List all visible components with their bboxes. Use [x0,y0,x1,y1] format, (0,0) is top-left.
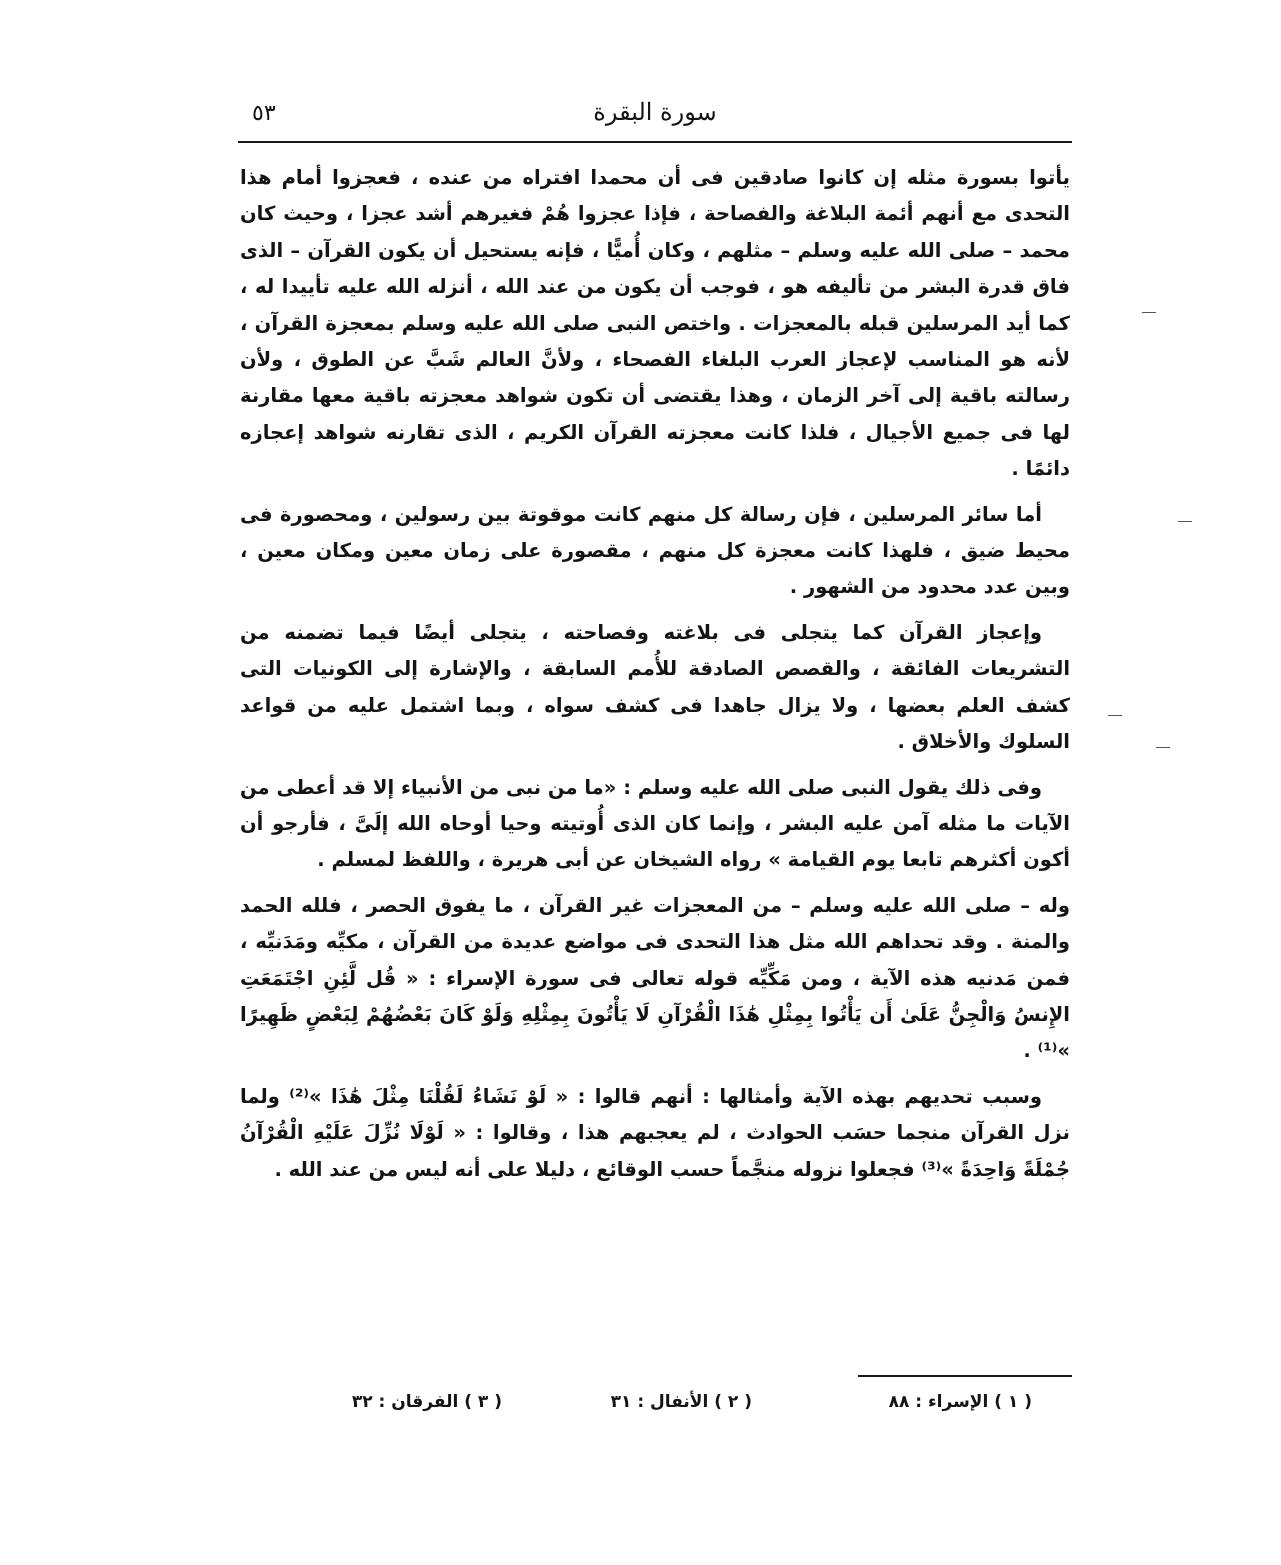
footnote-2: ( ٢ ) الأنفال : ٣١ [610,1392,752,1412]
margin-mark [1108,715,1122,716]
footnote-3: ( ٣ ) الفرقان : ٣٢ [351,1392,502,1412]
page-title: سورة البقرة [593,98,717,126]
footnote-1: ( ١ ) الإسراء : ٨٨ [888,1392,1032,1412]
paragraph-3: وإعجاز القرآن كما يتجلى فى بلاغته وفصاحته ، يتجلى أيضًا فيما تضمنه من التشريعات الفائقة ، والقصص الصادقة للأُمم السابقة ، والإشارة إلى الكونيات التى كشف العلم بعضها ، ولا يزال جاهدا فى كشف سواه ، وبما اشتمل عليه من قواعد السلوك والأخلاق . [240,620,1070,754]
margin-mark [1156,747,1170,748]
footnote-rule [858,1375,1072,1377]
paragraph-2: أما سائر المرسلين ، فإن رسالة كل منهم كانت موقوتة بين رسولين ، ومحصورة فى محيط ضيق ، فلهذا كانت معجزة كل منهم ، مقصورة على زمان معين ومكان معين ، وبين عدد محدود من الشهور . [240,502,1070,599]
paragraph-5: وله – صلى الله عليه وسلم – من المعجزات غير القرآن ، ما يفوق الحصر ، فلله الحمد والمنة . وقد تحداهم الله مثل هذا التحدى فى مواضع عديدة من القرآن ، مكيِّه ومَدَنيِّه ، فمن مَدنيه هذه الآية ، ومن مَكِّيِّه قوله تعالى فى سورة الإسراء : « قُل لَّئِنِ اجْتَمَعَتِ الإِنسُ وَالْجِنُّ عَلَىٰ أَن يَأْتُوا بِمِثْلِ هَٰذَا الْقُرْآنِ لَا يَأْتُونَ بِمِثْلِهِ وَلَوْ كَانَ بَعْضُهُمْ لِبَعْضٍ ظَهِيرًا »⁽¹⁾ . [240,893,1070,1063]
paragraph-4: وفى ذلك يقول النبى صلى الله عليه وسلم : «ما من نبى من الأنبياء إلا قد أعطى من الآيات ما مثله آمن عليه البشر ، وإنما كان الذى أُوتيته وحيا أوحاه الله إلَىَّ ، فأرجو أن أكون أكثرهم تابعا يوم القيامة » رواه الشيخان عن أبى هريرة ، واللفظ لمسلم . [240,775,1070,872]
page-header [238,92,1072,140]
body-text [240,160,1070,1197]
footnotes [300,1384,1042,1420]
page-number: ٥٣ [252,101,276,126]
header-rule [238,141,1072,143]
margin-mark [1142,312,1156,313]
margin-mark [1178,521,1192,522]
paragraph-1: يأتوا بسورة مثله إن كانوا صادقين فى أن محمدا افتراه من عنده ، فعجزوا أمام هذا التحدى مع أنهم أئمة البلاغة والفصاحة ، فإذا عجزوا هُمْ فغيرهم أشد عجزا ، وحيث كان محمد – صلى الله عليه وسلم – مثلهم ، وكان أُميًّا ، فإنه يستحيل أن يكون القرآن – الذى فاق قدرة البشر من تأليفه هو ، فوجب أن يكون من عند الله ، أنزله الله عليه تأييدا له ، كما أيد المرسلين قبله بالمعجزات . واختص النبى صلى الله عليه وسلم بمعجزة القرآن ، لأنه هو المناسب لإعجاز العرب البلغاء الفصحاء ، ولأنَّ العالم شَبَّ عن الطوق ، ولأن رسالته باقية إلى آخر الزمان ، وهذا يقتضى أن تكون شواهد معجزته باقية معها مقارنة لها فى جميع الأجيال ، فلذا كانت معجزته القرآن الكريم ، الذى تقارنه شواهد إعجازه دائمًا . [240,166,1070,481]
paragraph-6: وسبب تحديهم بهذه الآية وأمثالها : أنهم قالوا : « لَوْ نَشَاءُ لَقُلْنَا مِثْلَ هَٰذَا »⁽²⁾ ولما نزل القرآن منجما حسَب الحوادث ، لم يعجبهم هذا ، وقالوا : « لَوْلَا نُزِّلَ عَلَيْهِ الْقُرْآنُ جُمْلَةً وَاحِدَةً »⁽³⁾ فجعلوا نزوله منجَّماً حسب الوقائع ، دليلا على أنه ليس من عند الله . [240,1084,1070,1181]
